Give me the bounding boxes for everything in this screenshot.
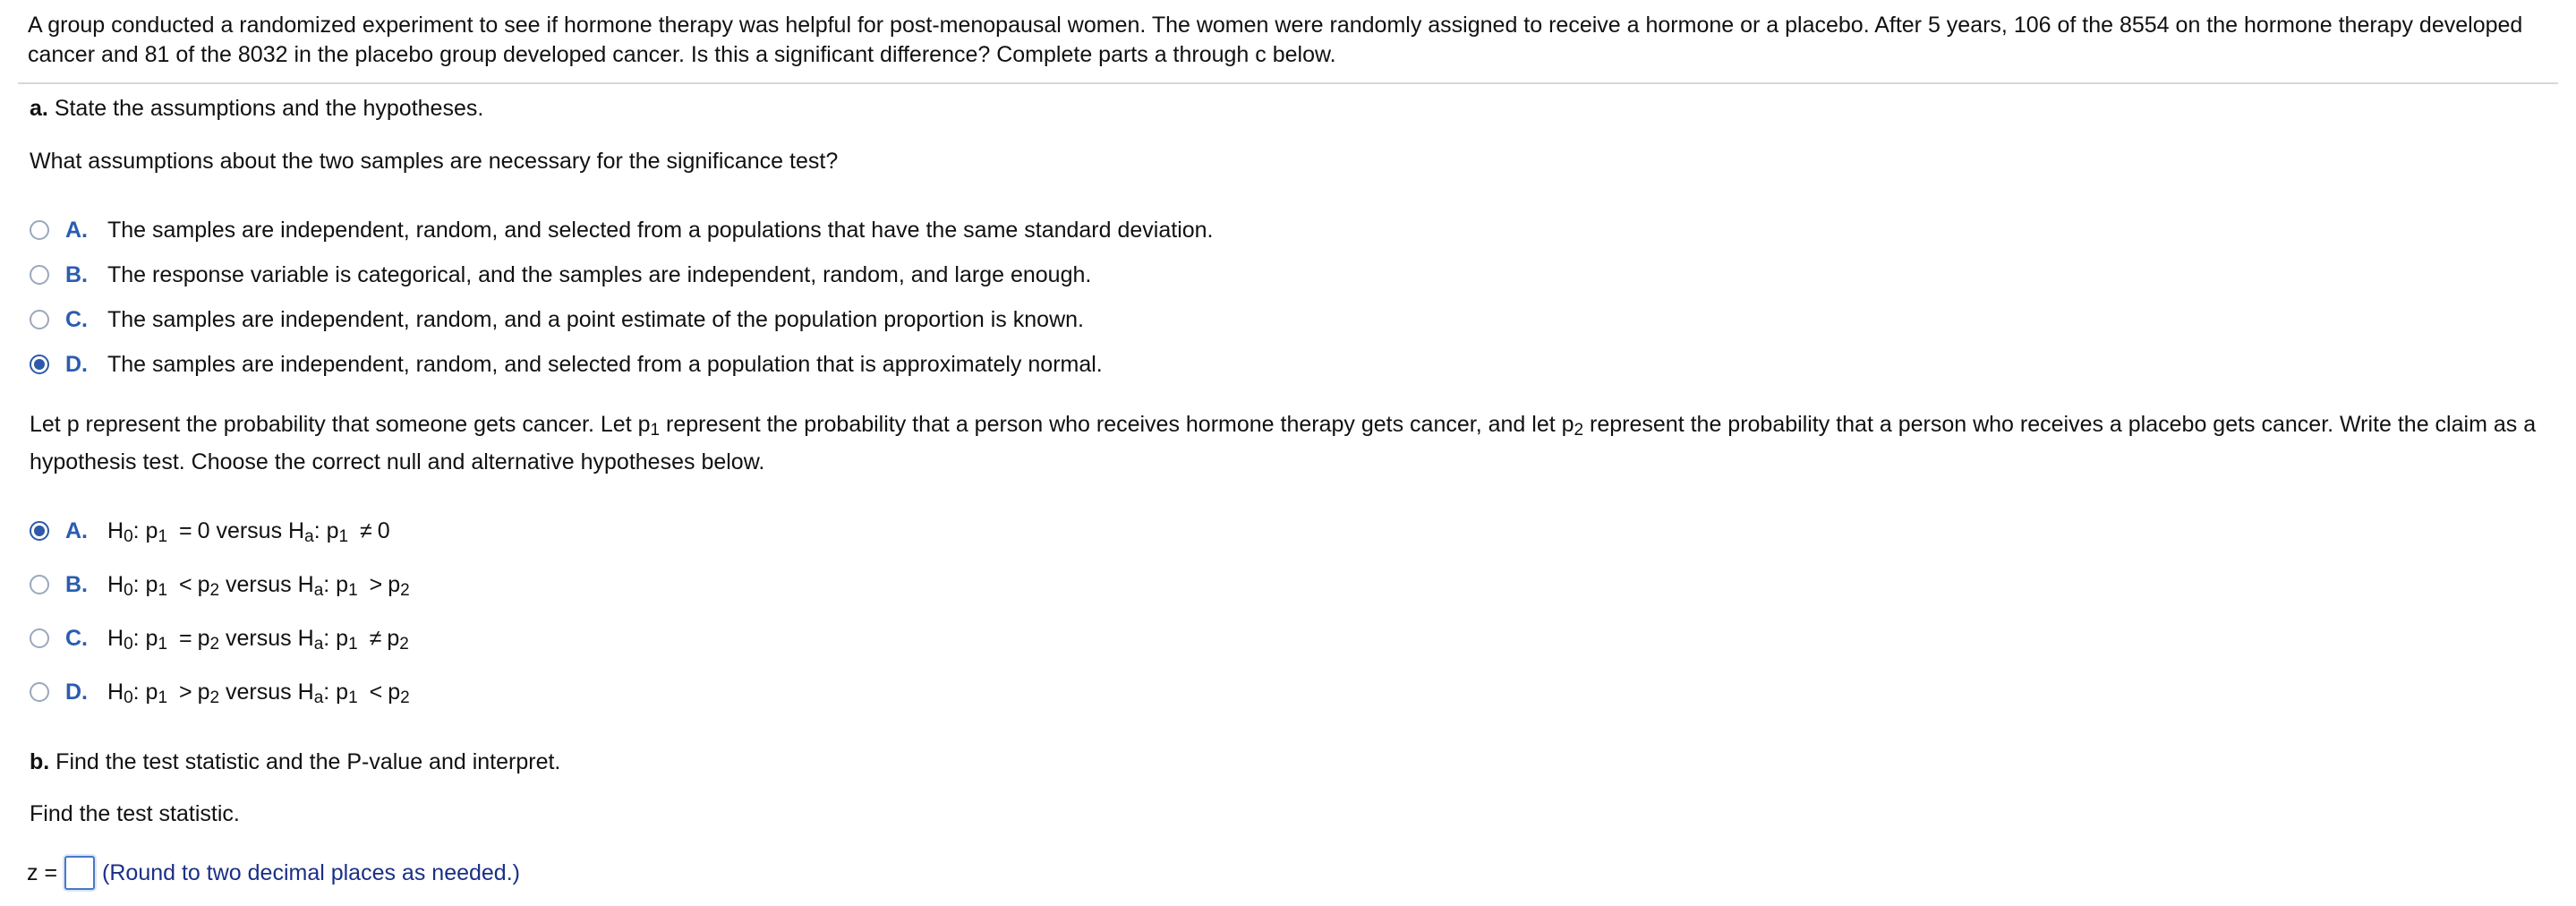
z-label: z = (27, 859, 58, 885)
test-statistic-instruction: Find the test statistic. (30, 801, 240, 826)
hypothesis-expression: $H_0$: $p_1 > p_2$ versus $H_a$: $p_1 < p_2$ (107, 679, 410, 707)
option-letter: A. (65, 517, 88, 543)
hypothesis-expression: $H_0$: $p_1 = p_2$ versus $H_a$: $p_1 \ne p_2$ (107, 625, 409, 654)
z-answer-input[interactable] (64, 856, 95, 890)
part-a-heading (30, 94, 483, 124)
option-letter: D. (65, 679, 88, 705)
option-letter: C. (65, 625, 88, 651)
radio-button[interactable] (30, 575, 49, 594)
hypothesis-expression: $H_0$: $p_1 < p_2$ versus $H_a$: $p_1 > p_2$ (107, 571, 410, 600)
hypothesis-intro: Let p represent the probability that someone gets cancer. Let $p_1$ represent the probability that a person who receives hormone therapy gets cancer, and let $p_2$ represent the probability that a person who receives a placebo gets cancer. Write the claim as a hypothesis test. Choose the correct null and alternative hypotheses below. (30, 412, 2537, 474)
part-b-label: b. (30, 749, 50, 774)
radio-button[interactable] (30, 628, 49, 648)
z-answer-row (27, 853, 520, 893)
option-text: The samples are independent, random, and selected from a population that is approximately normal. (107, 351, 1103, 377)
part-b-heading (30, 748, 560, 777)
hypothesis-option-a[interactable] (30, 513, 390, 549)
hypothesis-expression: $H_0$: $p_1 = 0$ versus $H_a$: $p_1 \ne 0$ (107, 517, 390, 546)
radio-button[interactable] (30, 265, 49, 285)
assumption-option-d[interactable] (30, 346, 1103, 382)
option-text: The response variable is categorical, and the samples are independent, random, and large enough. (107, 261, 1092, 287)
part-b-title: Find the test statistic and the P-value and interpret. (55, 749, 561, 774)
assumption-question: What assumptions about the two samples are necessary for the significance test? (30, 149, 839, 174)
hypothesis-option-d[interactable] (30, 674, 410, 710)
option-letter: C. (65, 306, 88, 332)
part-a-label: a. (30, 96, 48, 121)
assumption-option-c[interactable] (30, 302, 1084, 338)
option-text: The samples are independent, random, and selected from a populations that have the same standard deviation. (107, 217, 1214, 243)
radio-button-selected[interactable] (30, 355, 49, 374)
assumption-option-a[interactable] (30, 212, 1214, 248)
section-divider (18, 82, 2558, 84)
question-prompt: A group conducted a randomized experiment to see if hormone therapy was helpful for post-menopausal women. The women were randomly assigned to receive a hormone or a placebo. After 5 years, 106 of the 8554 on the hormone therapy developed cancer and 81 of the 8032 in the placebo group developed cancer. Is this a significant difference? Complete parts a through c below. (28, 13, 2523, 67)
radio-button[interactable] (30, 682, 49, 702)
radio-button[interactable] (30, 310, 49, 329)
assumption-option-b[interactable] (30, 257, 1091, 293)
rounding-hint: (Round to two decimal places as needed.) (102, 859, 520, 885)
option-letter: D. (65, 351, 88, 377)
option-letter: A. (65, 217, 88, 243)
radio-button-selected[interactable] (30, 521, 49, 541)
hypothesis-option-c[interactable] (30, 620, 409, 656)
option-letter: B. (65, 571, 88, 597)
hypothesis-option-b[interactable] (30, 567, 410, 603)
option-text: The samples are independent, random, and a point estimate of the population proportion is known. (107, 306, 1084, 332)
part-a-title: State the assumptions and the hypotheses. (54, 96, 484, 121)
radio-button[interactable] (30, 220, 49, 240)
option-letter: B. (65, 261, 88, 287)
